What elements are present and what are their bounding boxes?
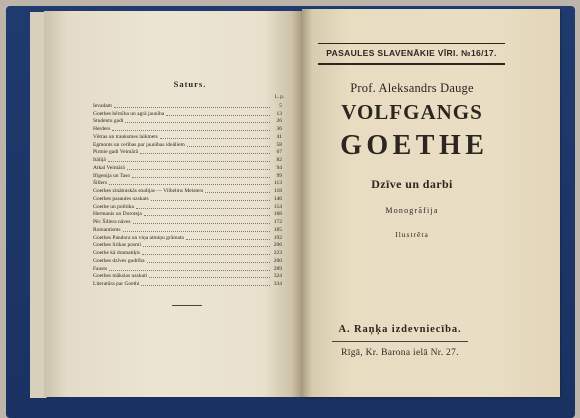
toc-entry <box>93 273 282 281</box>
toc-entry-title: Atkal Veimārā <box>93 164 125 171</box>
toc-entry-title: Ievadam <box>93 102 112 109</box>
toc-entry <box>93 249 282 257</box>
toc-entry <box>93 242 282 250</box>
dot-leader <box>140 153 270 154</box>
toc-entry-title: Šillers <box>93 180 108 187</box>
toc-entry-page: 118 <box>273 188 282 194</box>
dot-leader <box>166 115 270 116</box>
book-kind: Monogrāfija <box>385 206 439 215</box>
toc-entry <box>93 218 282 226</box>
toc-entry-title: Fausts <box>93 265 108 272</box>
toc-entry <box>93 141 282 149</box>
dot-leader <box>186 239 270 240</box>
illustrated-note: Ilustrēta <box>395 230 429 239</box>
toc-entry-page: 172 <box>273 219 282 225</box>
dot-leader <box>136 208 270 209</box>
toc-entry <box>93 280 282 288</box>
toc-entry <box>93 118 282 126</box>
toc-entry-title: Itālijā <box>93 157 106 163</box>
toc-entry-title: Pēc Šillera nāves <box>93 219 131 225</box>
toc-entry <box>93 172 282 180</box>
toc-entry-page: 36 <box>276 126 282 132</box>
toc-entry <box>93 133 282 141</box>
toc-entry-page: 223 <box>273 250 282 256</box>
dot-leader <box>160 138 270 139</box>
toc-entry-page: 168 <box>273 211 282 218</box>
toc-entry-page: 289 <box>273 265 282 272</box>
toc-entry <box>93 110 282 118</box>
toc-entry <box>93 211 282 219</box>
toc-entry-title: Goethes Pandora un viņa atmiņu grāmata <box>93 234 184 241</box>
toc-entry-page: 192 <box>273 234 282 241</box>
toc-entry-page: 5 <box>279 102 282 109</box>
toc-entry-title: Romantisms <box>93 226 121 233</box>
toc-entry-page: 99 <box>276 172 282 179</box>
toc-entry-title: Herders <box>93 126 111 132</box>
toc-entry-page: 26 <box>276 118 282 125</box>
dot-leader <box>108 161 270 162</box>
toc-entry <box>93 125 282 133</box>
dot-leader <box>187 146 270 147</box>
page-column-header: L. p. <box>274 95 284 100</box>
toc-entry-title: Ifigenija un Taso <box>93 172 131 179</box>
toc-entry <box>93 257 282 265</box>
toc-entry <box>93 156 282 164</box>
dot-leader <box>109 270 270 271</box>
toc-entry-page: 185 <box>273 226 282 233</box>
toc-entry <box>93 180 282 188</box>
dot-leader <box>123 231 270 232</box>
dot-leader <box>114 107 270 108</box>
toc-entry <box>93 234 282 242</box>
toc-entry-title: Goethe un politika <box>93 203 134 210</box>
toc-entry-page: 41 <box>276 133 282 140</box>
dot-leader <box>141 285 270 286</box>
toc-entry-page: 94 <box>276 164 282 171</box>
toc-entry-title: Vētras un trauksmes laikmets <box>93 133 158 140</box>
toc-entry-page: 58 <box>276 141 282 148</box>
dot-leader <box>127 169 270 170</box>
publisher-name: A. Raņķa izdevniecība. <box>338 324 462 335</box>
toc-entry <box>93 164 282 172</box>
contents-list <box>93 102 282 288</box>
toc-entry <box>93 195 282 203</box>
toc-entry-page: 334 <box>273 281 282 287</box>
toc-entry-title: Studentu gadi <box>93 118 124 125</box>
toc-entry <box>93 102 282 110</box>
toc-entry <box>93 226 282 234</box>
toc-entry-page: 67 <box>276 149 282 156</box>
publisher-address: Rīgā, Kr. Barona ielā Nr. 27. <box>341 348 459 358</box>
toc-entry-title: Goethes zinātniskās studijas — Vilhelms Meisters <box>93 188 204 194</box>
toc-entry <box>93 149 282 157</box>
toc-entry-page: 146 <box>273 195 282 202</box>
closing-rule <box>172 305 202 306</box>
toc-entry-title: Goethe kā dramatiķis <box>93 250 141 256</box>
toc-entry-title: Goethes lirikas posmi <box>93 242 141 249</box>
toc-entry-title: Egmonts un cerības par jaunības ideāliem <box>93 141 185 148</box>
toc-entry-page: 260 <box>273 257 282 264</box>
dot-leader <box>125 122 270 123</box>
book-title-line-1: VOLFGANGS <box>341 100 483 124</box>
toc-entry <box>93 187 282 195</box>
contents-heading: Saturs. <box>173 79 207 89</box>
toc-entry-title: Goethes pasaules uzskats <box>93 195 149 202</box>
toc-entry-page: 206 <box>273 242 282 249</box>
toc-entry-title: Goethes mākslas uzskati <box>93 273 148 280</box>
dot-leader <box>109 184 270 185</box>
toc-entry-page: 82 <box>276 157 282 163</box>
toc-entry-page: 13 <box>276 110 282 117</box>
toc-entry-title: Pirmie gadi Veimārā <box>93 149 139 156</box>
dot-leader <box>144 215 270 216</box>
dot-leader <box>112 130 270 131</box>
toc-entry-page: 154 <box>273 203 282 210</box>
dot-leader <box>132 177 270 178</box>
title-page <box>302 9 560 397</box>
toc-entry <box>93 265 282 273</box>
book-subtitle: Dzīve un darbi <box>371 177 453 191</box>
toc-entry-title: Goethes bērnība un agrā jaunība <box>93 110 165 117</box>
toc-entry <box>93 203 282 211</box>
author-name: Prof. Aleksandrs Dauge <box>350 81 474 95</box>
toc-entry-page: 113 <box>273 180 282 187</box>
book-title-line-2: GOETHE <box>340 130 489 161</box>
toc-entry-title: Literatūra par Goethi <box>93 281 140 287</box>
toc-entry-title: Goethes dzīves gudrība <box>93 257 145 264</box>
toc-entry-page: 324 <box>273 273 282 280</box>
dot-leader <box>142 254 270 255</box>
dot-leader <box>147 262 270 263</box>
dot-leader <box>143 246 270 247</box>
toc-entry-title: Hermanis un Doroteja <box>93 211 142 218</box>
dot-leader <box>205 192 270 193</box>
dot-leader <box>149 277 270 278</box>
dot-leader <box>133 223 270 224</box>
series-banner: PASAULES SLAVENĀKIE VĪRI. №16/17. <box>318 43 505 65</box>
dot-leader <box>151 200 270 201</box>
publisher-rule <box>332 341 468 342</box>
contents-page <box>44 11 302 397</box>
